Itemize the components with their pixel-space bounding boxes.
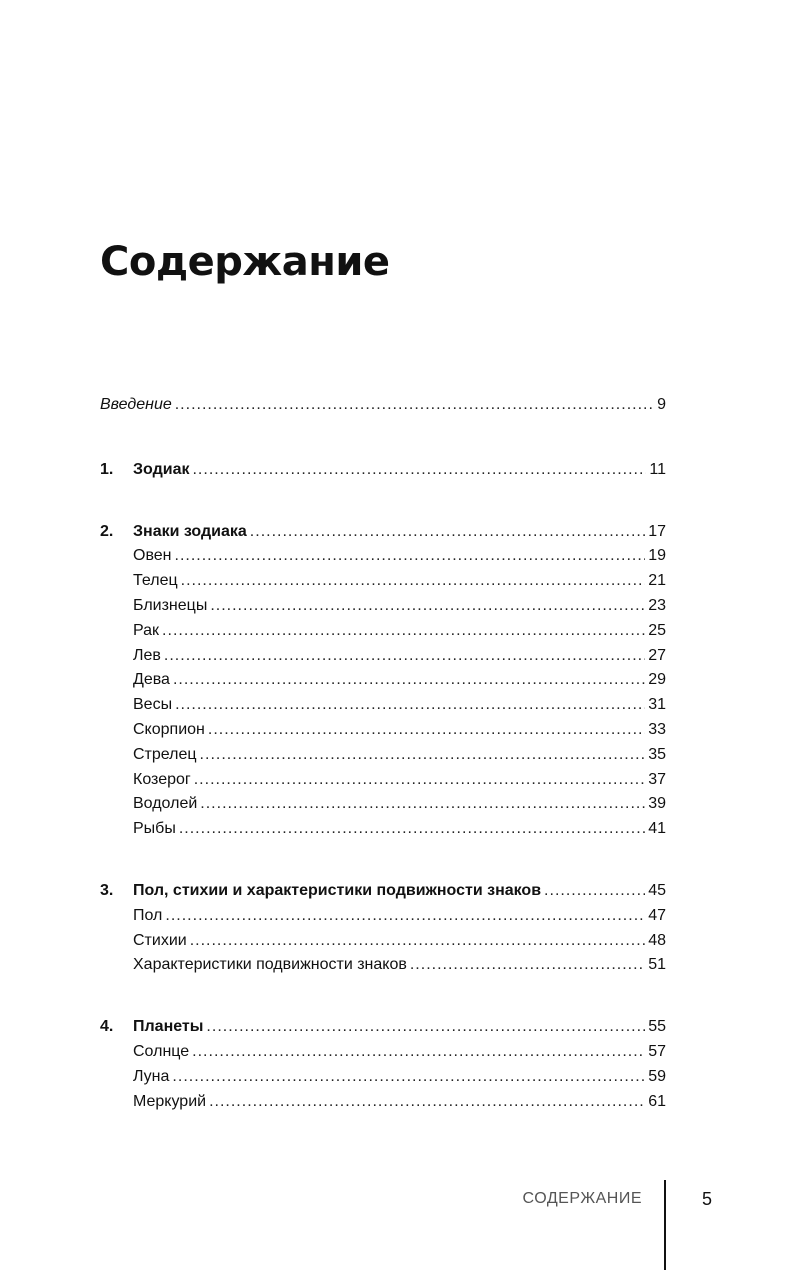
dot-leader	[206, 1015, 645, 1040]
toc-subentry[interactable]	[100, 693, 666, 718]
toc-entry-page: 48	[648, 931, 666, 949]
chapter-number: 4.	[100, 1018, 114, 1036]
toc-subentry[interactable]	[100, 953, 666, 978]
chapter-title: Планеты	[133, 1018, 204, 1036]
toc-entry-page: 57	[648, 1042, 666, 1060]
chapter-number: 2.	[100, 522, 114, 540]
dot-leader	[162, 619, 645, 644]
running-header: СОДЕРЖАНИЕ	[522, 1190, 642, 1207]
toc-entry-label: Рыбы	[133, 820, 176, 838]
dot-leader	[175, 544, 646, 569]
toc-entry-intro[interactable]	[100, 393, 666, 418]
toc-entry-label: Меркурий	[133, 1092, 207, 1110]
dot-leader	[210, 594, 645, 619]
toc-entry-label: Стихии	[133, 931, 187, 949]
toc-entry-label: Скорпион	[133, 720, 205, 738]
toc-subentry[interactable]	[100, 569, 666, 594]
toc-subentry[interactable]	[100, 544, 666, 569]
toc-subentry[interactable]	[100, 1040, 666, 1065]
toc-entry-label: Пол	[133, 906, 163, 924]
toc-entry-label: Козерог	[133, 770, 191, 788]
toc-subentry[interactable]	[100, 668, 666, 693]
chapter-title: Знаки зодиака	[133, 522, 247, 540]
toc-entry-page: 23	[648, 596, 666, 614]
toc-subentry[interactable]	[100, 644, 666, 669]
chapter-title: Пол, стихии и характеристики подвижности знаков	[133, 881, 542, 899]
toc-subentry[interactable]	[100, 904, 666, 929]
toc-entry-page: 31	[648, 696, 666, 714]
toc-subentry[interactable]	[100, 792, 666, 817]
dot-leader	[200, 743, 646, 768]
page-number: 5	[702, 1189, 713, 1209]
dot-leader	[208, 718, 645, 743]
toc-entry-page: 59	[648, 1067, 666, 1085]
dot-leader	[192, 1040, 645, 1065]
toc-entry-label: Стрелец	[133, 745, 197, 763]
toc-subentry[interactable]	[100, 1090, 666, 1115]
dot-leader	[181, 569, 646, 594]
chapter-page: 11	[649, 460, 666, 478]
toc-entry-label: Дева	[133, 671, 170, 689]
toc-entry-page: 19	[648, 547, 666, 565]
toc-entry-label: Водолей	[133, 795, 198, 813]
toc-entry-label: Характеристики подвижности знаков	[133, 956, 407, 974]
dot-leader	[175, 693, 645, 718]
toc-subentry[interactable]	[100, 619, 666, 644]
toc-entry-page: 33	[648, 720, 666, 738]
toc-entry-page: 41	[648, 820, 666, 838]
toc-chapter-3[interactable]	[100, 879, 666, 904]
toc-entry-label: Рак	[133, 621, 160, 639]
toc-entry-page: 25	[648, 621, 666, 639]
dot-leader	[173, 668, 645, 693]
chapter-page: 55	[648, 1018, 666, 1036]
toc-entry-page: 27	[648, 646, 666, 664]
toc-entry-page: 39	[648, 795, 666, 813]
dot-leader	[192, 458, 646, 483]
chapter-number: 3.	[100, 881, 114, 899]
toc-entry-label: Солнце	[133, 1042, 190, 1060]
toc-entry-label: Лев	[133, 646, 161, 664]
dot-leader	[164, 644, 645, 669]
dot-leader	[190, 929, 646, 954]
footer-divider	[664, 1180, 666, 1270]
toc-entry-label: Введение	[100, 396, 172, 413]
dot-leader	[172, 1065, 645, 1090]
toc-chapter-4[interactable]	[100, 1015, 666, 1040]
toc-entry-page: 51	[648, 956, 666, 974]
toc-entry-label: Луна	[133, 1067, 170, 1085]
toc-entry-page: 35	[648, 745, 666, 763]
dot-leader	[175, 393, 654, 418]
dot-leader	[194, 768, 645, 793]
toc-subentry[interactable]	[100, 929, 666, 954]
toc-entry-label: Близнецы	[133, 596, 208, 614]
page-title: Содержание	[100, 239, 390, 285]
dot-leader	[179, 817, 645, 842]
toc-subentry[interactable]	[100, 817, 666, 842]
toc-chapter-2[interactable]	[100, 520, 666, 545]
dot-leader	[544, 879, 645, 904]
dot-leader	[200, 792, 645, 817]
toc-entry-label: Телец	[133, 572, 178, 590]
toc-chapter-1[interactable]	[100, 458, 666, 483]
dot-leader	[209, 1090, 645, 1115]
toc-entry-page: 47	[648, 906, 666, 924]
toc-subentry[interactable]	[100, 594, 666, 619]
toc-subentry[interactable]	[100, 1065, 666, 1090]
toc-subentry[interactable]	[100, 743, 666, 768]
toc-subentry[interactable]	[100, 768, 666, 793]
dot-leader	[165, 904, 645, 929]
table-of-contents	[100, 393, 666, 1114]
chapter-page: 45	[648, 881, 666, 899]
toc-entry-page: 29	[648, 671, 666, 689]
toc-subentry[interactable]	[100, 718, 666, 743]
dot-leader	[410, 953, 645, 978]
chapter-title: Зодиак	[133, 460, 190, 478]
chapter-page: 17	[648, 522, 666, 540]
chapter-number: 1.	[100, 460, 114, 478]
toc-entry-page: 9	[657, 396, 666, 413]
toc-entry-label: Весы	[133, 696, 173, 714]
toc-entry-page: 21	[648, 572, 666, 590]
dot-leader	[250, 520, 645, 545]
toc-entry-page: 61	[648, 1092, 666, 1110]
toc-entry-page: 37	[648, 770, 666, 788]
toc-entry-label: Овен	[133, 547, 172, 565]
